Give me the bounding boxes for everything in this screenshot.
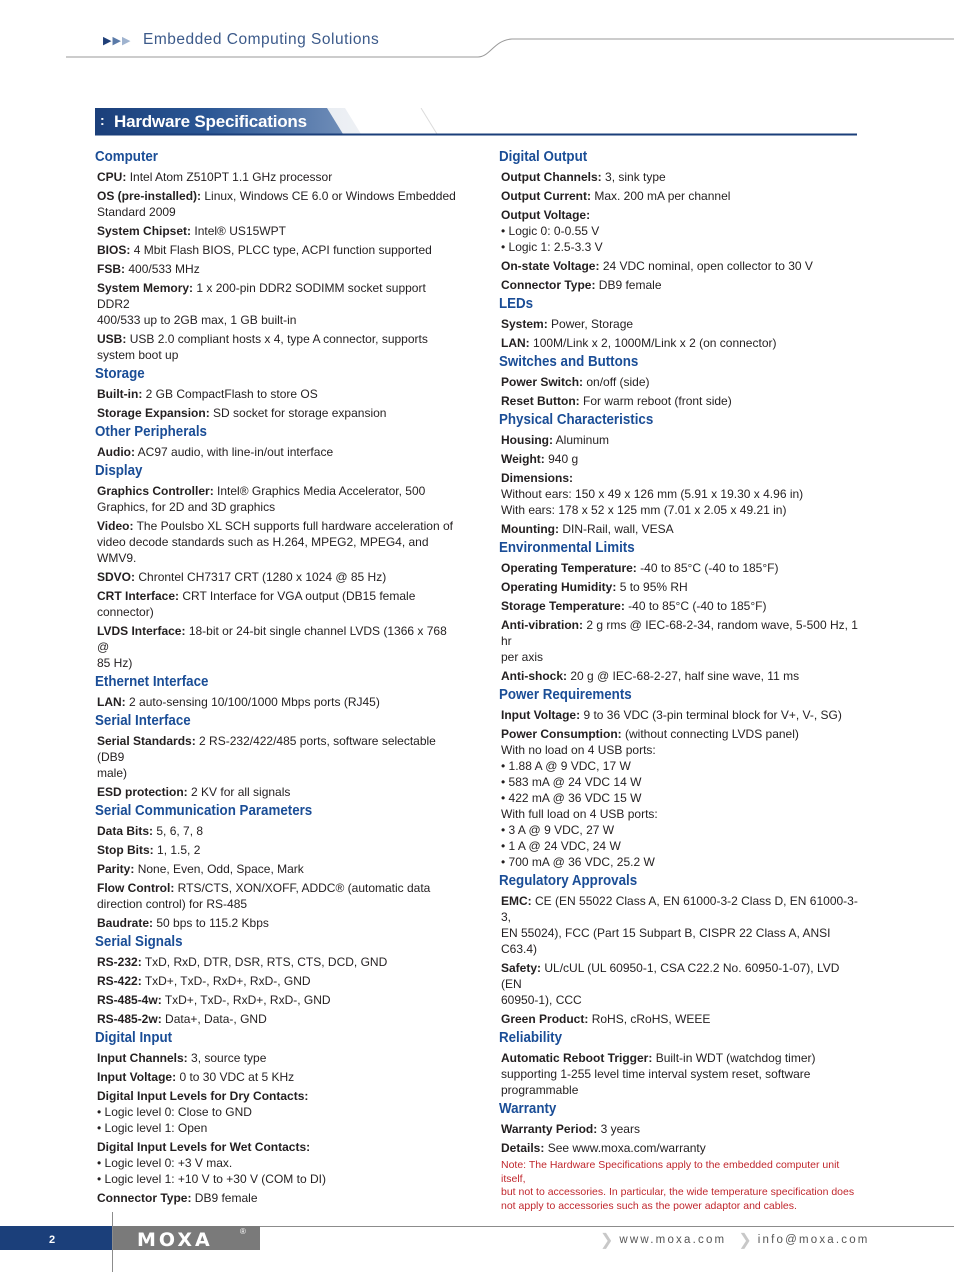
header-arrows-icon: ▶▶▶ (103, 35, 132, 47)
spec-item (499, 579, 859, 595)
spec-value: 3 years (600, 1122, 640, 1136)
spec-label: Serial Standards: (97, 734, 196, 748)
spec-item (499, 374, 859, 390)
spec-item (499, 207, 859, 255)
section-heading: Switches and Buttons (499, 354, 639, 370)
spec-value: DIN-Rail, wall, VESA (562, 522, 674, 536)
spec-item (499, 393, 859, 409)
spec-value: 3, source type (191, 1051, 267, 1065)
spec-label: Housing: (501, 433, 553, 447)
spec-value: 940 g (548, 452, 579, 466)
spec-label: Flow Control: (97, 881, 175, 895)
spec-value: EN 55024), FCC (Part 15 Subpart B, CISPR 22 Class A, ANSI C63.4) (501, 926, 831, 956)
spec-item (95, 1190, 460, 1206)
spec-value: -40 to 85°C (-40 to 185°F) (628, 599, 767, 613)
spec-value: 400/533 MHz (128, 262, 200, 276)
registered-mark: ® (240, 1227, 246, 1236)
website-link[interactable]: www.moxa.com (619, 1234, 727, 1246)
spec-value: • Logic 0: 0-0.55 V (501, 224, 600, 238)
spec-value: 5 to 95% RH (619, 580, 688, 594)
spec-value: Chrontel CH7317 CRT (1280 x 1024 @ 85 Hz) (138, 570, 387, 584)
spec-label: ESD protection: (97, 785, 188, 799)
note-line: but not to accessories. In particular, the wide temperature specification does (501, 1186, 855, 1198)
spec-item (95, 823, 460, 839)
spec-value: DB9 female (194, 1191, 258, 1205)
spec-label: RS-422: (97, 974, 142, 988)
spec-value: For warm reboot (front side) (583, 394, 732, 408)
spec-item (499, 188, 859, 204)
spec-value: • Logic 1: 2.5-3.3 V (501, 240, 603, 254)
section-heading: Serial Interface (95, 713, 191, 729)
section-heading: LEDs (499, 296, 534, 312)
spec-label: Details: (501, 1141, 545, 1155)
spec-value: system boot up (97, 348, 179, 362)
spec-value: 24 VDC nominal, open collector to 30 V (602, 259, 813, 273)
spec-label: Automatic Reboot Trigger: (501, 1051, 653, 1065)
spec-label: Baudrate: (97, 916, 154, 930)
spec-label: Parity: (97, 862, 135, 876)
spec-item (499, 560, 859, 576)
section-heading: Ethernet Interface (95, 674, 209, 690)
spec-label: RS-485-2w: (97, 1012, 162, 1026)
spec-value: AC97 audio, with line-in/out interface (137, 445, 334, 459)
spec-item (95, 444, 460, 460)
section-heading: Storage (95, 366, 145, 382)
spec-item (499, 960, 859, 1008)
spec-value: TxD+, TxD-, RxD+, RxD-, GND (144, 974, 311, 988)
spec-item (95, 223, 460, 239)
spec-label: On-state Voltage: (501, 259, 600, 273)
spec-value: Built-in WDT (watchdog timer) (655, 1051, 816, 1065)
spec-label: Safety: (501, 961, 542, 975)
spec-label: Dimensions: (501, 471, 574, 485)
spec-value: on/off (side) (586, 375, 650, 389)
spec-value: RTS/CTS, XON/XOFF, ADDC® (automatic data (177, 881, 431, 895)
spec-label: Storage Temperature: (501, 599, 625, 613)
page-header (0, 0, 954, 70)
email-link[interactable]: info@moxa.com (757, 1234, 870, 1246)
spec-value: Intel Atom Z510PT 1.1 GHz processor (129, 170, 333, 184)
spec-label: Power Switch: (501, 375, 584, 389)
spec-label: Input Voltage: (501, 708, 581, 722)
header-title: Embedded Computing Solutions (143, 31, 380, 48)
spec-item (95, 518, 460, 566)
spec-label: Connector Type: (97, 1191, 192, 1205)
disclaimer-note (499, 1159, 859, 1213)
spec-label: Operating Temperature: (501, 561, 637, 575)
spec-item (95, 386, 460, 402)
spec-item (499, 726, 859, 870)
spec-item (95, 405, 460, 421)
spec-item (95, 694, 460, 710)
spec-item (499, 1011, 859, 1027)
spec-item (499, 451, 859, 467)
spec-value: None, Even, Odd, Space, Mark (137, 862, 304, 876)
spec-item (499, 617, 859, 665)
spec-label: Storage Expansion: (97, 406, 210, 420)
spec-label: Anti-shock: (501, 669, 567, 683)
chevron-right-icon: ❯ (600, 1232, 614, 1249)
spec-label: CRT Interface: (97, 589, 180, 603)
spec-label: FSB: (97, 262, 125, 276)
spec-item (95, 280, 460, 328)
spec-label: Reset Button: (501, 394, 580, 408)
spec-value: per axis (501, 650, 544, 664)
spec-value: Linux, Windows CE 6.0 or Windows Embedded (204, 189, 456, 203)
spec-value: Graphics, for 2D and 3D graphics (97, 500, 276, 514)
spec-label: Digital Input Levels for Wet Contacts: (97, 1140, 311, 1154)
spec-value: Aluminum (555, 433, 610, 447)
spec-value: Data+, Data-, GND (165, 1012, 267, 1026)
spec-value: 2 RS-232/422/485 ports, software selectable (DB9 (97, 734, 436, 764)
section-heading: Reliability (499, 1030, 563, 1046)
spec-label: Green Product: (501, 1012, 589, 1026)
spec-item (499, 470, 859, 518)
section-heading: Serial Communication Parameters (95, 803, 313, 819)
spec-value: UL/cUL (UL 60950-1, CSA C22.2 No. 60950-1-07), LVD (EN (501, 961, 840, 991)
spec-value: Standard 2009 (97, 205, 176, 219)
spec-value: Max. 200 mA per channel (594, 189, 731, 203)
section-heading: Computer (95, 149, 159, 165)
spec-value: 2 auto-sensing 10/100/1000 Mbps ports (RJ45) (129, 695, 380, 709)
note-line: Note: The Hardware Specifications apply to the embedded computer unit itself, (501, 1159, 840, 1185)
spec-value: 5, 6, 7, 8 (156, 824, 204, 838)
spec-value: • 583 mA @ 24 VDC 14 W (501, 775, 642, 789)
spec-value: direction control) for RS-485 (97, 897, 248, 911)
spec-value: TxD+, TxD-, RxD+, RxD-, GND (164, 993, 331, 1007)
spec-label: USB: (97, 332, 127, 346)
section-heading: Regulatory Approvals (499, 873, 638, 889)
spec-label: Operating Humidity: (501, 580, 617, 594)
spec-item (95, 569, 460, 585)
spec-value: • 1.88 A @ 9 VDC, 17 W (501, 759, 631, 773)
spec-item (95, 483, 460, 515)
spec-item (95, 188, 460, 220)
spec-label: RS-232: (97, 955, 142, 969)
spec-label: Warranty Period: (501, 1122, 598, 1136)
spec-value: 1, 1.5, 2 (157, 843, 201, 857)
spec-item (95, 973, 460, 989)
spec-item (95, 784, 460, 800)
spec-value: With full load on 4 USB ports: (501, 807, 658, 821)
spec-value: 9 to 36 VDC (3-pin terminal block for V+, V-, SG) (583, 708, 842, 722)
spec-label: EMC: (501, 894, 532, 908)
spec-label: Output Channels: (501, 170, 602, 184)
spec-label: System Chipset: (97, 224, 192, 238)
spec-value: 2 GB CompactFlash to store OS (145, 387, 318, 401)
spec-value: • Logic level 0: Close to GND (97, 1105, 252, 1119)
spec-label: Audio: (97, 445, 135, 459)
spec-value: 50 bps to 115.2 Kbps (156, 916, 269, 930)
spec-item (499, 316, 859, 332)
spec-item (95, 842, 460, 858)
section-banner (95, 108, 857, 136)
section-heading: Digital Input (95, 1030, 173, 1046)
section-heading: Other Peripherals (95, 424, 207, 440)
spec-value: CE (EN 55022 Class A, EN 61000-3-2 Class D, EN 61000-3-3, (501, 894, 858, 924)
logo-text: MOXA (137, 1229, 213, 1251)
spec-item (499, 707, 859, 723)
spec-item (95, 1050, 460, 1066)
spec-value: With ears: 178 x 52 x 125 mm (7.01 x 2.05 x 49.21 in) (501, 503, 787, 517)
spec-value: CRT Interface for VGA output (DB15 female (182, 589, 416, 603)
right-spec-column (499, 148, 859, 1213)
spec-value: Power, Storage (551, 317, 634, 331)
spec-value: 85 Hz) (97, 656, 133, 670)
spec-label: System Memory: (97, 281, 194, 295)
spec-value: 100M/Link x 2, 1000M/Link x 2 (on connector) (533, 336, 777, 350)
spec-label: Power Consumption: (501, 727, 622, 741)
spec-value: 4 Mbit Flash BIOS, PLCC type, ACPI function supported (133, 243, 432, 257)
spec-item (95, 261, 460, 277)
spec-item (95, 1139, 460, 1187)
section-heading: Physical Characteristics (499, 412, 654, 428)
spec-value: TxD, RxD, DTR, DSR, RTS, CTS, DCD, GND (144, 955, 388, 969)
section-heading: Environmental Limits (499, 540, 635, 556)
spec-value: Intel® Graphics Media Accelerator, 500 (217, 484, 426, 498)
spec-value: (without connecting LVDS panel) (625, 727, 799, 741)
spec-label: BIOS: (97, 243, 131, 257)
spec-item (499, 1121, 859, 1137)
banner-dots-icon: : (100, 112, 105, 128)
spec-value: male) (97, 766, 128, 780)
spec-item (499, 277, 859, 293)
spec-value: video decode standards such as H.264, MPEG2, MPEG4, and WMV9. (97, 535, 429, 565)
section-heading: Serial Signals (95, 934, 183, 950)
spec-label: Output Voltage: (501, 208, 591, 222)
page-footer (0, 1222, 954, 1272)
spec-value: 0 to 30 VDC at 5 KHz (179, 1070, 295, 1084)
spec-label: Anti-vibration: (501, 618, 583, 632)
spec-item (499, 1140, 859, 1156)
chevron-right-icon: ❯ (738, 1232, 752, 1249)
spec-value: The Poulsbo XL SCH supports full hardware acceleration of (136, 519, 453, 533)
section-heading: Warranty (499, 1101, 557, 1117)
section-heading: Power Requirements (499, 687, 632, 703)
spec-value: 1 x 200-pin DDR2 SODIMM socket support DDR2 (97, 281, 426, 311)
spec-label: Weight: (501, 452, 545, 466)
spec-label: Input Voltage: (97, 1070, 177, 1084)
spec-value: • Logic level 1: +10 V to +30 V (COM to DI) (97, 1172, 326, 1186)
spec-label: Mounting: (501, 522, 559, 536)
spec-item (499, 668, 859, 684)
spec-value: • 3 A @ 9 VDC, 27 W (501, 823, 615, 837)
footer-links (600, 1230, 870, 1250)
spec-value: 18-bit or 24-bit single channel LVDS (1366 x 768 @ (97, 624, 447, 654)
moxa-logo (113, 1226, 260, 1250)
section-heading: Display (95, 463, 143, 479)
spec-item (95, 623, 460, 671)
spec-item (95, 733, 460, 781)
spec-label: Connector Type: (501, 278, 596, 292)
spec-item (95, 861, 460, 877)
spec-item (95, 331, 460, 363)
spec-label: System: (501, 317, 548, 331)
spec-value: 60950-1), CCC (501, 993, 582, 1007)
spec-value: RoHS, cRoHS, WEEE (591, 1012, 711, 1026)
spec-value: • 700 mA @ 36 VDC, 25.2 W (501, 855, 655, 869)
spec-value: • 422 mA @ 36 VDC 15 W (501, 791, 642, 805)
spec-item (95, 954, 460, 970)
spec-value: -40 to 85°C (-40 to 185°F) (640, 561, 779, 575)
spec-label: Graphics Controller: (97, 484, 214, 498)
spec-item (95, 242, 460, 258)
spec-value: SD socket for storage expansion (213, 406, 387, 420)
spec-value: 3, sink type (605, 170, 666, 184)
spec-label: LVDS Interface: (97, 624, 186, 638)
spec-label: Output Current: (501, 189, 591, 203)
spec-value: 2 g rms @ IEC-68-2-34, random wave, 5-500 Hz, 1 hr (501, 618, 858, 648)
spec-label: OS (pre-installed): (97, 189, 202, 203)
spec-label: Built-in: (97, 387, 143, 401)
spec-value: connector) (97, 605, 154, 619)
spec-value: Intel® US15WPT (194, 224, 286, 238)
spec-value: 400/533 up to 2GB max, 1 GB built-in (97, 313, 297, 327)
spec-item (499, 335, 859, 351)
spec-value: • Logic level 1: Open (97, 1121, 208, 1135)
spec-item (499, 432, 859, 448)
section-heading: Digital Output (499, 149, 588, 165)
spec-value: programmable (501, 1083, 579, 1097)
spec-item (95, 169, 460, 185)
spec-label: LAN: (501, 336, 530, 350)
spec-item (499, 598, 859, 614)
spec-item (95, 880, 460, 912)
spec-item (499, 1050, 859, 1098)
section-title: Hardware Specifications (114, 112, 307, 131)
spec-label: SDVO: (97, 570, 136, 584)
spec-value: Without ears: 150 x 49 x 126 mm (5.91 x 19.30 x 4.96 in) (501, 487, 804, 501)
spec-label: Input Channels: (97, 1051, 188, 1065)
spec-item (95, 1011, 460, 1027)
spec-item (95, 1069, 460, 1085)
page-number-box (0, 1226, 112, 1250)
spec-value: See www.moxa.com/warranty (547, 1141, 706, 1155)
spec-item (499, 169, 859, 185)
spec-item (499, 893, 859, 957)
spec-label: Video: (97, 519, 134, 533)
spec-label: Stop Bits: (97, 843, 154, 857)
spec-item (95, 1088, 460, 1136)
spec-label: Digital Input Levels for Dry Contacts: (97, 1089, 309, 1103)
spec-label: RS-485-4w: (97, 993, 162, 1007)
spec-item (499, 258, 859, 274)
spec-value: USB 2.0 compliant hosts x 4, type A connector, supports (129, 332, 428, 346)
spec-item (95, 992, 460, 1008)
spec-item (95, 915, 460, 931)
spec-value: DB9 female (598, 278, 662, 292)
spec-label: CPU: (97, 170, 127, 184)
left-spec-column (95, 148, 460, 1209)
spec-value: With no load on 4 USB ports: (501, 743, 656, 757)
spec-label: LAN: (97, 695, 126, 709)
spec-value: 20 g @ IEC-68-2-27, half sine wave, 11 ms (570, 669, 800, 683)
spec-value: • Logic level 0: +3 V max. (97, 1156, 233, 1170)
spec-label: Data Bits: (97, 824, 154, 838)
spec-item (95, 588, 460, 620)
note-line: not apply to accessories such as the power adaptor and cables. (501, 1199, 797, 1212)
spec-value: supporting 1-255 level time interval system reset, software (501, 1067, 811, 1081)
spec-value: 2 KV for all signals (191, 785, 291, 799)
page-number: 2 (49, 1234, 56, 1246)
spec-value: • 1 A @ 24 VDC, 24 W (501, 839, 621, 853)
spec-item (499, 521, 859, 537)
